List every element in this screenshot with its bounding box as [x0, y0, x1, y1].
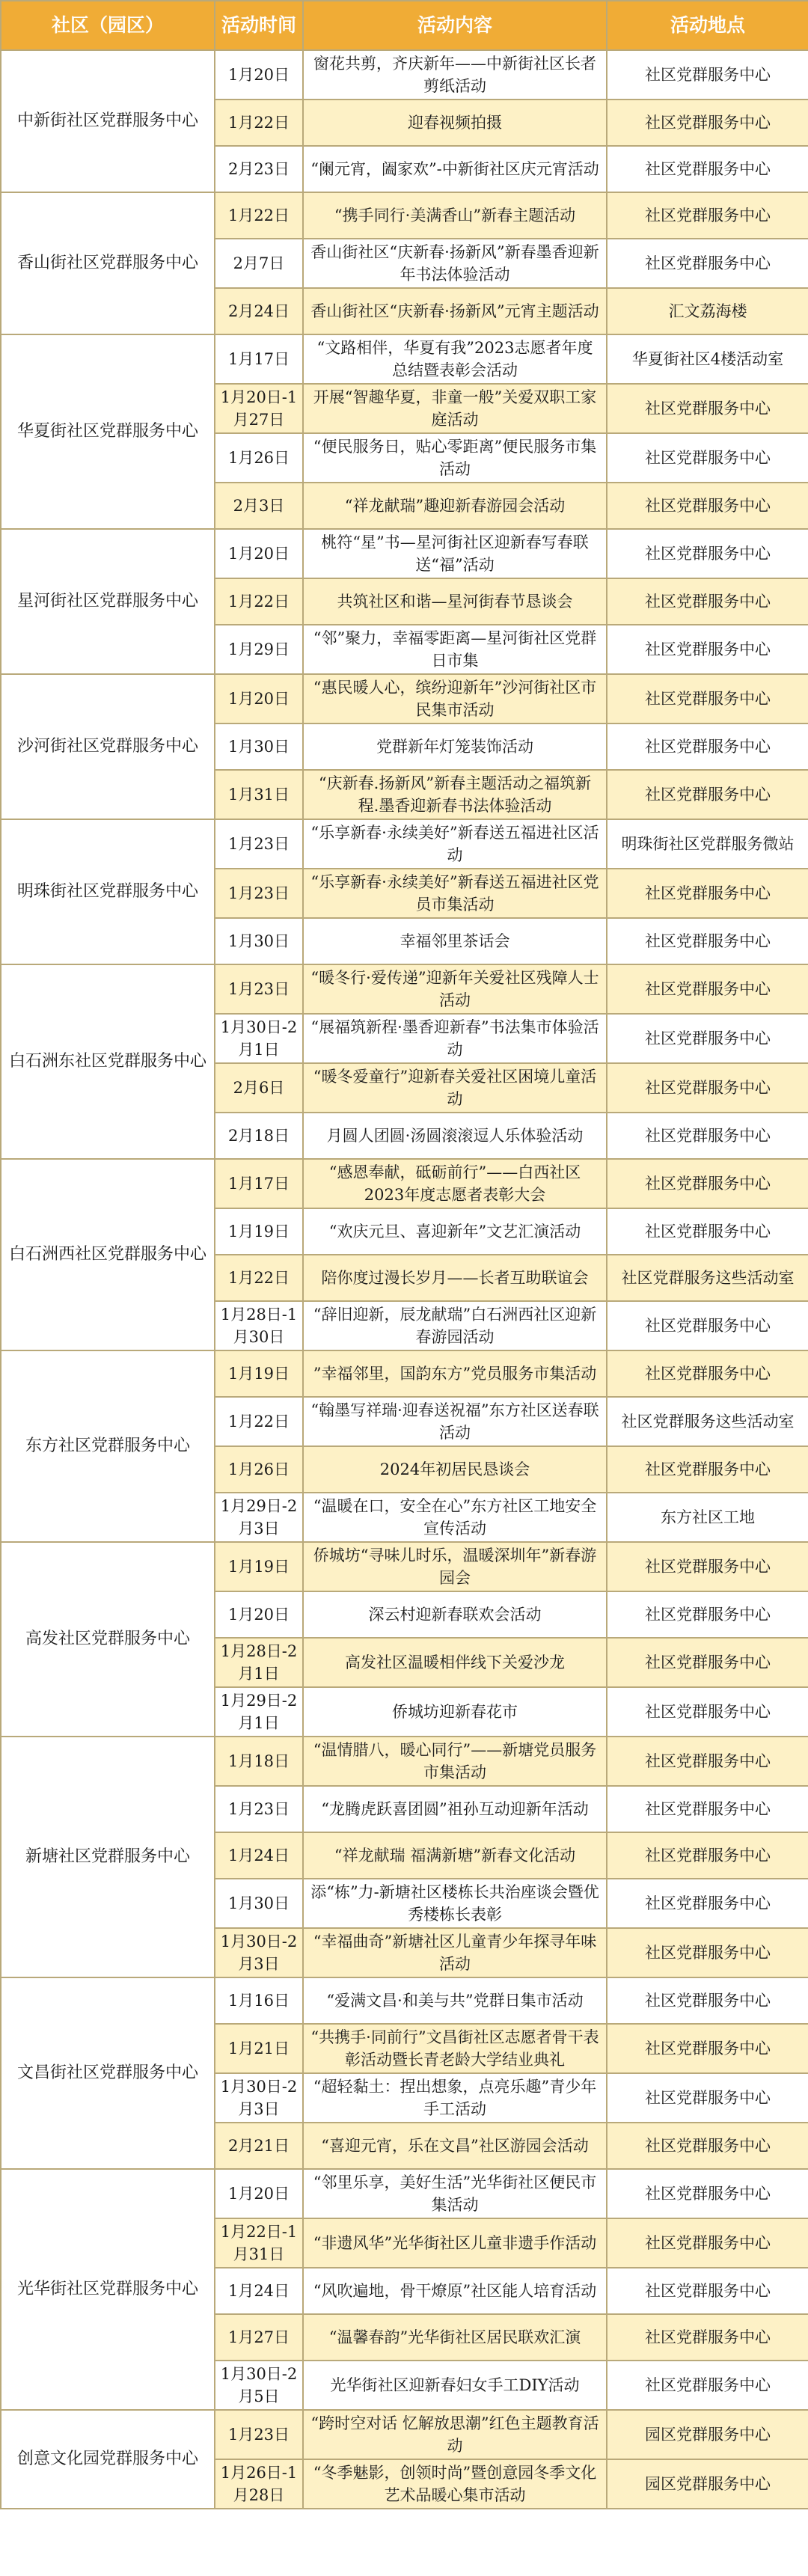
activity-location: 社区党群服务中心 [607, 2361, 808, 2410]
table-body [1, 50, 808, 2509]
activity-content: 深云村迎新春联欢会活动 [303, 1591, 607, 1638]
header-community: 社区（园区） [1, 1, 215, 50]
header-content: 活动内容 [303, 1, 607, 50]
activity-content: 月圆人团圆·汤圆滚滚逗人乐体验活动 [303, 1113, 607, 1159]
header-location: 活动地点 [607, 1, 808, 50]
activity-date: 1月16日 [215, 1977, 303, 2024]
activity-location: 社区党群服务中心 [607, 2218, 808, 2268]
activity-date: 1月23日 [215, 1786, 303, 1832]
activity-date: 1月30日-2月3日 [215, 2073, 303, 2123]
activity-location: 社区党群服务中心 [607, 1014, 808, 1063]
activity-location: 社区党群服务中心 [607, 1832, 808, 1879]
activity-location: 社区党群服务中心 [607, 384, 808, 433]
table-row [1, 2410, 808, 2459]
activity-location: 社区党群服务中心 [607, 1591, 808, 1638]
activity-date: 1月30日-2月1日 [215, 1014, 303, 1063]
activity-content: 共筑社区和谐—星河街春节恳谈会 [303, 578, 607, 625]
activity-location: 社区党群服务中心 [607, 1350, 808, 1397]
activity-date: 1月29日-2月1日 [215, 1687, 303, 1737]
activity-location: 社区党群服务中心 [607, 2314, 808, 2361]
activity-location: 社区党群服务中心 [607, 433, 808, 483]
activity-location: 社区党群服务中心 [607, 869, 808, 918]
community-name: 香山街社区党群服务中心 [1, 192, 215, 334]
activity-date: 1月19日 [215, 1350, 303, 1397]
activity-location: 社区党群服务中心 [607, 674, 808, 723]
activity-location: 社区党群服务中心 [607, 50, 808, 100]
activity-content: “阑元宵，阖家欢”-中新街社区庆元宵活动 [303, 146, 607, 192]
activity-date: 1月22日-1月31日 [215, 2218, 303, 2268]
activity-location: 社区党群服务中心 [607, 1687, 808, 1737]
activity-location: 华夏街社区4楼活动室 [607, 334, 808, 384]
table-row [1, 334, 808, 384]
activity-location: 社区党群服务中心 [607, 1879, 808, 1928]
activity-location: 社区党群服务这些活动室 [607, 1255, 808, 1301]
activity-content: “暖冬爱童行”迎新春关爱社区困境儿童活动 [303, 1063, 607, 1113]
activity-content: “便民服务日，贴心零距离”便民服务市集活动 [303, 433, 607, 483]
activity-location: 社区党群服务中心 [607, 918, 808, 964]
activity-content: “共携手·同前行”文昌街社区志愿者骨干表彰活动暨长青老龄大学结业典礼 [303, 2024, 607, 2073]
activity-date: 1月20日 [215, 529, 303, 578]
activity-date: 1月17日 [215, 334, 303, 384]
activity-content: 香山街社区“庆新春·扬新风”元宵主题活动 [303, 288, 607, 334]
activity-date: 1月22日 [215, 1397, 303, 1446]
activity-content: “跨时空对话 忆解放思潮”红色主题教育活动 [303, 2410, 607, 2459]
activity-date: 2月3日 [215, 483, 303, 529]
activity-content: 侨城坊迎新春花市 [303, 1687, 607, 1737]
activity-content: 添“栋”力-新塘社区楼栋长共治座谈会暨优秀楼栋长表彰 [303, 1879, 607, 1928]
activity-date: 1月20日 [215, 674, 303, 723]
community-name: 星河街社区党群服务中心 [1, 529, 215, 674]
activity-date: 1月29日 [215, 625, 303, 674]
activity-date: 1月24日 [215, 1832, 303, 1879]
activity-content: “感恩奉献，砥砺前行”——白西社区2023年度志愿者表彰大会 [303, 1159, 607, 1208]
activity-date: 1月30日-2月3日 [215, 1928, 303, 1977]
activity-location: 社区党群服务中心 [607, 483, 808, 529]
activity-content: 光华街社区迎新春妇女手工DIY活动 [303, 2361, 607, 2410]
activity-date: 1月26日 [215, 433, 303, 483]
activity-date: 1月30日 [215, 723, 303, 770]
activity-content: “爱满文昌·和美与共”党群日集市活动 [303, 1977, 607, 2024]
activity-location: 社区党群服务中心 [607, 723, 808, 770]
activity-location: 社区党群服务中心 [607, 1542, 808, 1591]
activity-location: 社区党群服务中心 [607, 625, 808, 674]
activity-content: 开展“智趣华夏，非童一般”关爱双职工家庭活动 [303, 384, 607, 433]
activity-date: 1月26日-1月28日 [215, 2459, 303, 2509]
activity-location: 东方社区工地 [607, 1493, 808, 1542]
activity-date: 1月23日 [215, 869, 303, 918]
community-name: 白石洲东社区党群服务中心 [1, 964, 215, 1159]
activity-location: 社区党群服务中心 [607, 1977, 808, 2024]
activity-location: 社区党群服务中心 [607, 1208, 808, 1255]
activity-content: “超轻黏土：捏出想象，点亮乐趣”青少年手工活动 [303, 2073, 607, 2123]
activity-content: “风吹遍地，骨干燎原”社区能人培育活动 [303, 2268, 607, 2314]
activity-content: 侨城坊“寻味儿时乐，温暖深圳年”新春游园会 [303, 1542, 607, 1591]
activity-date: 2月6日 [215, 1063, 303, 1113]
activity-date: 1月24日 [215, 2268, 303, 2314]
activity-date: 2月18日 [215, 1113, 303, 1159]
activity-location: 社区党群服务中心 [607, 529, 808, 578]
activity-location: 社区党群服务中心 [607, 192, 808, 239]
activity-date: 1月17日 [215, 1159, 303, 1208]
activity-location: 社区党群服务这些活动室 [607, 1397, 808, 1446]
activity-content: “非遗风华”光华街社区儿童非遗手作活动 [303, 2218, 607, 2268]
activity-content: “乐享新春·永续美好”新春送五福进社区活动 [303, 819, 607, 869]
activity-location: 社区党群服务中心 [607, 2123, 808, 2169]
table-header-row [1, 1, 808, 50]
activity-content: “乐享新春·永续美好”新春送五福进社区党员市集活动 [303, 869, 607, 918]
table-row [1, 1977, 808, 2024]
activity-content: 2024年初居民恳谈会 [303, 1446, 607, 1493]
community-name: 中新街社区党群服务中心 [1, 50, 215, 192]
activity-content: “携手同行·美满香山”新春主题活动 [303, 192, 607, 239]
community-name: 高发社区党群服务中心 [1, 1542, 215, 1737]
table-row [1, 1159, 808, 1208]
activity-date: 1月26日 [215, 1446, 303, 1493]
activity-date: 1月30日-2月5日 [215, 2361, 303, 2410]
activity-date: 1月29日-2月3日 [215, 1493, 303, 1542]
activity-content: “冬季魅影，创领时尚”暨创意园冬季文化艺术品暖心集市活动 [303, 2459, 607, 2509]
activity-location: 汇文荔海楼 [607, 288, 808, 334]
activity-date: 1月23日 [215, 964, 303, 1014]
activity-location: 社区党群服务中心 [607, 1159, 808, 1208]
table-row [1, 192, 808, 239]
community-name: 文昌街社区党群服务中心 [1, 1977, 215, 2169]
activity-content: “翰墨写祥瑞·迎春送祝福”东方社区送春联活动 [303, 1397, 607, 1446]
table-row [1, 1350, 808, 1397]
activity-location: 社区党群服务中心 [607, 1786, 808, 1832]
activity-location: 社区党群服务中心 [607, 100, 808, 146]
activity-content: “邻”聚力，幸福零距离—星河街社区党群日市集 [303, 625, 607, 674]
table-row [1, 964, 808, 1014]
activity-location: 社区党群服务中心 [607, 2268, 808, 2314]
activity-date: 1月22日 [215, 192, 303, 239]
activity-location: 社区党群服务中心 [607, 1638, 808, 1687]
activity-content: “辞旧迎新，辰龙献瑞”白石洲西社区迎新春游园活动 [303, 1301, 607, 1350]
activity-location: 社区党群服务中心 [607, 1737, 808, 1786]
activity-content: 陪你度过漫长岁月——长者互助联谊会 [303, 1255, 607, 1301]
activity-location: 社区党群服务中心 [607, 1301, 808, 1350]
activity-date: 1月23日 [215, 2410, 303, 2459]
activity-date: 1月20日 [215, 2169, 303, 2218]
activity-content: 窗花共剪，齐庆新年——中新街社区长者剪纸活动 [303, 50, 607, 100]
activity-date: 1月18日 [215, 1737, 303, 1786]
activity-location: 社区党群服务中心 [607, 578, 808, 625]
community-name: 白石洲西社区党群服务中心 [1, 1159, 215, 1350]
community-name: 华夏街社区党群服务中心 [1, 334, 215, 529]
table-row [1, 674, 808, 723]
table-row [1, 819, 808, 869]
activity-content: “龙腾虎跃喜团圆”祖孙互动迎新年活动 [303, 1786, 607, 1832]
activity-date: 1月28日-2月1日 [215, 1638, 303, 1687]
activity-date: 2月23日 [215, 146, 303, 192]
activity-date: 1月28日-1月30日 [215, 1301, 303, 1350]
activity-content: “温暖在口，安全在心”东方社区工地安全宣传活动 [303, 1493, 607, 1542]
activity-content: “温情腊八，暖心同行”——新塘党员服务市集活动 [303, 1737, 607, 1786]
activity-date: 1月19日 [215, 1542, 303, 1591]
activity-content: “暖冬行·爱传递”迎新年关爱社区残障人士活动 [303, 964, 607, 1014]
community-name: 新塘社区党群服务中心 [1, 1737, 215, 1977]
activity-content: “展福筑新程·墨香迎新春”书法集市体验活动 [303, 1014, 607, 1063]
activity-location: 社区党群服务中心 [607, 146, 808, 192]
activity-location: 社区党群服务中心 [607, 2169, 808, 2218]
community-name: 创意文化园党群服务中心 [1, 2410, 215, 2509]
activity-location: 社区党群服务中心 [607, 1063, 808, 1113]
activity-location: 社区党群服务中心 [607, 2073, 808, 2123]
table-row [1, 1542, 808, 1591]
activity-content: “喜迎元宵，乐在文昌”社区游园会活动 [303, 2123, 607, 2169]
activity-content: 高发社区温暖相伴线下关爱沙龙 [303, 1638, 607, 1687]
activity-content: “幸福曲奇”新塘社区儿童青少年探寻年味活动 [303, 1928, 607, 1977]
activity-date: 1月22日 [215, 578, 303, 625]
community-name: 沙河街社区党群服务中心 [1, 674, 215, 819]
activity-date: 1月23日 [215, 819, 303, 869]
community-name: 明珠街社区党群服务中心 [1, 819, 215, 964]
activity-content: ”幸福邻里，国韵东方”党员服务市集活动 [303, 1350, 607, 1397]
activity-location: 社区党群服务中心 [607, 2024, 808, 2073]
activity-location: 社区党群服务中心 [607, 770, 808, 819]
activity-location: 社区党群服务中心 [607, 1446, 808, 1493]
activity-date: 1月19日 [215, 1208, 303, 1255]
activity-location: 社区党群服务中心 [607, 1113, 808, 1159]
activity-content: “庆新春.扬新风”新春主题活动之福筑新程.墨香迎新春书法体验活动 [303, 770, 607, 819]
activity-content: “温馨春韵”光华街社区居民联欢汇演 [303, 2314, 607, 2361]
activity-content: “欢庆元旦、喜迎新年”文艺汇演活动 [303, 1208, 607, 1255]
community-name: 光华街社区党群服务中心 [1, 2169, 215, 2410]
activity-date: 1月20日-1月27日 [215, 384, 303, 433]
activity-content: “邻里乐享，美好生活”光华街社区便民市集活动 [303, 2169, 607, 2218]
activity-date: 1月20日 [215, 1591, 303, 1638]
activity-location: 园区党群服务中心 [607, 2459, 808, 2509]
header-date: 活动时间 [215, 1, 303, 50]
activity-location: 社区党群服务中心 [607, 964, 808, 1014]
activity-date: 1月22日 [215, 1255, 303, 1301]
activity-content: 桃符“星”书—星河街社区迎新春写春联送“福”活动 [303, 529, 607, 578]
activity-date: 1月30日 [215, 918, 303, 964]
table-row [1, 529, 808, 578]
activity-date: 1月30日 [215, 1879, 303, 1928]
activity-location: 明珠街社区党群服务微站 [607, 819, 808, 869]
activity-content: 迎春视频拍摄 [303, 100, 607, 146]
activity-date: 1月27日 [215, 2314, 303, 2361]
activity-content: 党群新年灯笼装饰活动 [303, 723, 607, 770]
activity-content: “祥龙献瑞 福满新塘”新春文化活动 [303, 1832, 607, 1879]
activity-date: 1月31日 [215, 770, 303, 819]
activity-location: 社区党群服务中心 [607, 1928, 808, 1977]
table-row [1, 50, 808, 100]
activity-date: 1月20日 [215, 50, 303, 100]
community-name: 东方社区党群服务中心 [1, 1350, 215, 1542]
activity-date: 2月21日 [215, 2123, 303, 2169]
activity-date: 1月21日 [215, 2024, 303, 2073]
activity-date: 1月22日 [215, 100, 303, 146]
activity-content: 幸福邻里茶话会 [303, 918, 607, 964]
table-row [1, 1737, 808, 1786]
table-row [1, 2169, 808, 2218]
activity-date: 2月24日 [215, 288, 303, 334]
activity-content: 香山街社区“庆新春·扬新风”新春墨香迎新年书法体验活动 [303, 239, 607, 288]
activity-location: 社区党群服务中心 [607, 239, 808, 288]
activity-content: “惠民暖人心，缤纷迎新年”沙河街社区市民集市活动 [303, 674, 607, 723]
activity-content: “文路相伴，华夏有我”2023志愿者年度总结暨表彰会活动 [303, 334, 607, 384]
activity-location: 园区党群服务中心 [607, 2410, 808, 2459]
activity-date: 2月7日 [215, 239, 303, 288]
activity-content: “祥龙献瑞”趣迎新春游园会活动 [303, 483, 607, 529]
